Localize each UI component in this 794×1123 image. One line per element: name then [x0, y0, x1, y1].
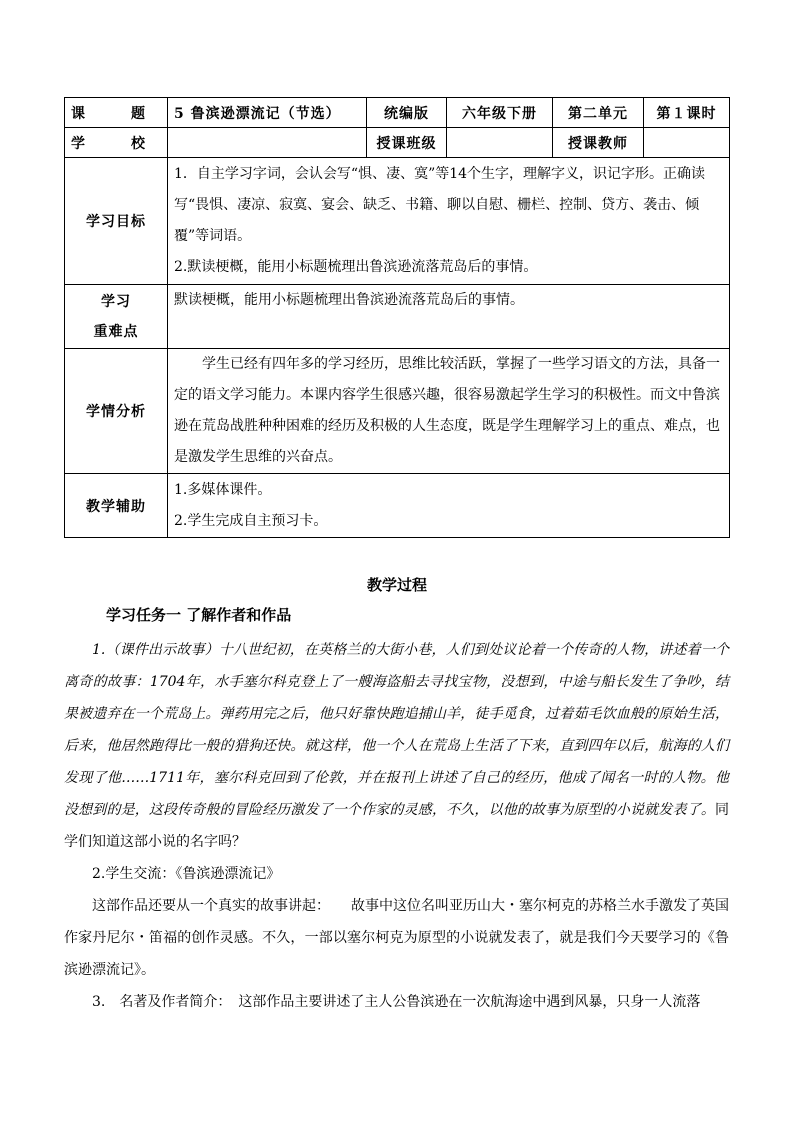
lesson-info-table — [64, 97, 730, 538]
goals-content — [168, 158, 730, 285]
row-keypoints — [65, 285, 730, 349]
process-body — [64, 634, 729, 1018]
grade: 六年级下册 — [447, 98, 553, 128]
class-value — [447, 128, 553, 158]
goals-item-2: 2.默读梗概，能用小标题梳理出鲁滨逊流落荒岛后的事情。 — [174, 259, 538, 275]
label-aids: 教学辅助 — [65, 474, 168, 538]
analysis-content — [168, 349, 730, 474]
section-title: 教学过程 — [366, 576, 427, 594]
label-keypoints-line1: 学习 — [101, 293, 131, 310]
paragraph-story — [64, 634, 729, 858]
unit: 第二单元 — [553, 98, 644, 128]
row-school — [65, 128, 730, 158]
label-class: 授课班级 — [367, 128, 447, 158]
label-lesson: 课 题 — [65, 98, 168, 128]
goals-item-1: 1．自主学习字词，会认会写“惧、凄、寞”等14个生字，理解字义，识记字形。正确读写“畏惧、凄凉、寂寞、宴会、缺乏、书籍、聊以自慰、栅栏、控制、贷方、袭击、倾覆”等词语。 — [174, 166, 706, 244]
edition: 统编版 — [367, 98, 447, 128]
aids-item-2: 2.学生完成自主预习卡。 — [174, 512, 328, 529]
keypoints-content — [168, 285, 730, 349]
paragraph-exchange: 2.学生交流：《鲁滨逊漂流记》 — [92, 866, 281, 882]
row-goals — [65, 158, 730, 285]
label-goals: 学习目标 — [65, 158, 168, 285]
label-analysis: 学情分析 — [65, 349, 168, 474]
story-question: 同学们知道这部小说的名字吗？ — [64, 802, 729, 850]
task-title: 学习任务一 了解作者和作品 — [106, 606, 292, 624]
aids-item-1: 1.多媒体课件。 — [174, 481, 272, 498]
label-teacher: 授课教师 — [553, 128, 644, 158]
school-value — [168, 128, 367, 158]
analysis-text: 学生已经有四年多的学习经历，思维比较活跃，掌握了一些学习语文的方法，具备一定的语文学习能力。本课内容学生很感兴趣，很容易激起学生学习的积极性。而文中鲁滨逊在荒岛战胜种种困难的经历及积极的人生态度，既是学生理解学习上的重点、难点，也是激发学生思维的兴奋点。 — [174, 356, 720, 465]
row-aids — [65, 474, 730, 538]
teacher-value — [644, 128, 730, 158]
paragraph-origin: 这部作品还要从一个真实的故事讲起： 故事中这位名叫亚历山大・塞尔柯克的苏格兰水手激发了英国作家丹尼尔・笛福的创作灵感。不久，一部以塞尔柯克为原型的小说就发表了，就是我们今天要学习的《鲁滨逊漂流记》。 — [64, 898, 729, 978]
row-lesson-title — [65, 98, 730, 128]
label-school: 学 校 — [65, 128, 168, 158]
row-analysis — [65, 349, 730, 474]
paragraph-intro: 3. 名著及作者简介： 这部作品主要讲述了主人公鲁滨逊在一次航海途中遇到风暴，只身一人流落 — [92, 994, 701, 1010]
label-keypoints — [65, 285, 168, 349]
aids-content — [168, 474, 730, 538]
lesson-title: 5 鲁滨逊漂流记（节选） — [168, 98, 367, 128]
label-keypoints-line2: 重难点 — [93, 323, 139, 340]
keypoints-text: 默读梗概，能用小标题梳理出鲁滨逊流落荒岛后的事情。 — [174, 292, 524, 308]
story-text: 1.（课件出示故事）十八世纪初，在英格兰的大街小巷，人们到处议论着一个传奇的人物，讲述着一个离奇的故事：1704年，水手塞尔科克登上了一艘海盗船去寻找宝物，没想到，中途与船长发生了争吵，结果被遗弃在一个荒岛上。弹药用完之后，他只好靠快跑追捕山羊，徒手觅食，过着茹毛饮血般的原始生活，后来，他居然跑得比一般的猎狗还快。就这样，他一个人在荒岛上生活了下来，直到四年以后，航海的人们发现了他……1711年，塞尔科克回到了伦敦，并在报刊上讲述了自己的经历，他成了闻名一时的人物。他没想到的是，这段传奇般的冒险经历激发了一个作家的灵感，不久，以他的故事为原型的小说就发表了。 — [64, 642, 729, 818]
period: 第１课时 — [644, 98, 730, 128]
